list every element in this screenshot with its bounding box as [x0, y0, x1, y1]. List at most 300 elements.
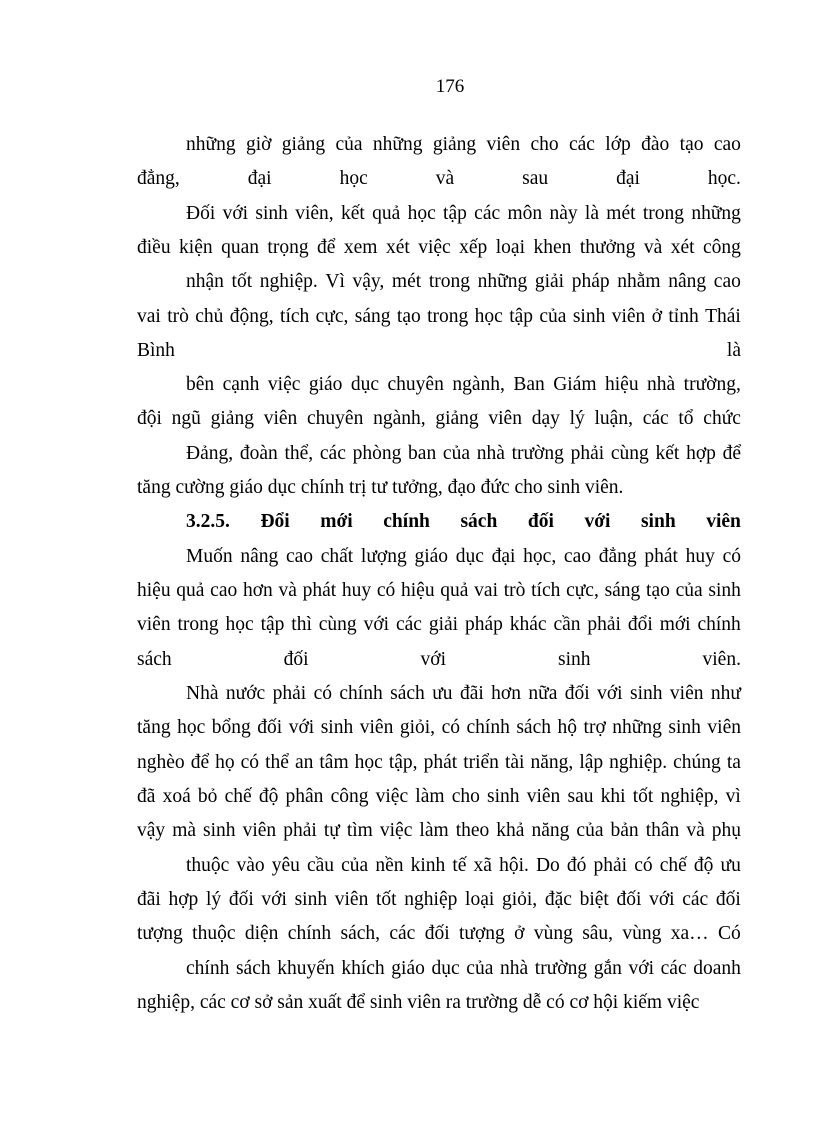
word: đãi [459, 683, 484, 704]
word: học. [707, 168, 741, 189]
word: cùng [318, 614, 357, 635]
word: của [576, 820, 604, 841]
word: sách [390, 683, 425, 704]
word: tài [504, 752, 525, 773]
word: Vì [325, 271, 345, 292]
word: trò [503, 580, 526, 601]
word: chính [466, 717, 510, 738]
word: đối [527, 511, 554, 532]
word: độ [258, 786, 279, 807]
word: đẳng [598, 546, 637, 567]
word: hội. [499, 855, 529, 876]
word: nghèo [137, 752, 185, 773]
word: chúng [673, 752, 721, 773]
word: sáng [354, 306, 391, 327]
word: tạo [396, 306, 421, 327]
word: này [549, 203, 578, 224]
word: nhà [647, 374, 676, 395]
text-line: nghiệp, các cơ sở sản xuất để sinh viên ra trường dễ có cơ hội kiếm việc [137, 992, 700, 1013]
word: động, [229, 306, 274, 327]
word: tập, [388, 752, 418, 773]
word: đó [566, 855, 587, 876]
word: cần [553, 614, 581, 635]
word: những [186, 134, 236, 155]
word: những [612, 717, 662, 738]
word: viên [486, 134, 521, 155]
word: bổng [211, 717, 251, 738]
word: để [317, 237, 336, 258]
word: phát [302, 580, 337, 601]
text-line [186, 133, 741, 157]
word: quả [440, 580, 469, 601]
word: sách [516, 717, 551, 738]
page-number: 176 [435, 76, 465, 97]
word: dục [431, 958, 460, 979]
word: chủ [195, 306, 224, 327]
word: sinh [572, 306, 606, 327]
word: các [389, 923, 416, 944]
word: mới [320, 511, 353, 532]
word: khích [341, 958, 385, 979]
word: dạy [531, 408, 560, 429]
word: học [474, 306, 503, 327]
word: lớp [605, 134, 631, 155]
word: trò [167, 306, 189, 327]
word: sau [567, 786, 594, 807]
word: các [642, 408, 669, 429]
word: cao [713, 271, 741, 292]
word: là [726, 340, 741, 361]
word: biệt [579, 889, 609, 910]
word: nâng [668, 271, 707, 292]
word: doanh [693, 958, 741, 979]
text-line [186, 202, 741, 226]
word: xếp [459, 237, 488, 258]
word: độ [693, 855, 714, 876]
word: thân [645, 820, 680, 841]
text-line [137, 305, 741, 329]
word: để [190, 752, 210, 773]
word: với [363, 614, 390, 635]
word: có [441, 717, 460, 738]
word: tạo [646, 580, 670, 601]
word: chất [320, 546, 354, 567]
word: như [710, 683, 741, 704]
word: trong [642, 203, 685, 224]
word: công [702, 237, 741, 258]
word: nữa [528, 683, 558, 704]
word: tự [323, 820, 340, 841]
word: trường [511, 443, 564, 464]
word: Đổi [260, 511, 290, 532]
word: với [628, 958, 655, 979]
word: Thái [705, 306, 741, 327]
word: gắn [593, 958, 622, 979]
word: tốt [632, 786, 654, 807]
text-line [137, 888, 741, 912]
word: Giám [553, 374, 597, 395]
word: xa… [670, 923, 709, 944]
word: đối [228, 889, 254, 910]
word: viên [242, 820, 277, 841]
word: họ [215, 752, 235, 773]
word: việc [418, 237, 451, 258]
word: trợ [583, 717, 606, 738]
word: tượng [137, 923, 183, 944]
word: pháp [464, 614, 503, 635]
text-line [186, 373, 741, 397]
word: phát [423, 752, 458, 773]
word: Đối [186, 203, 216, 224]
word: tốt [376, 889, 397, 910]
word: huy [685, 546, 715, 567]
word: và [643, 237, 663, 258]
word: Do [535, 855, 560, 876]
text-line [137, 648, 741, 672]
word: tìm [346, 820, 373, 841]
word: có [240, 752, 260, 773]
word: viên [707, 717, 741, 738]
word: đối [283, 649, 309, 670]
word: tăng [137, 717, 171, 738]
word: đẳng, [137, 168, 180, 189]
word: loại [465, 889, 495, 910]
word: hơn [242, 580, 273, 601]
word: loại [495, 237, 526, 258]
word: đại [491, 546, 516, 567]
word: Có [718, 923, 741, 944]
word: thể [265, 752, 289, 773]
word: giảng [432, 134, 477, 155]
word: hiệu [401, 580, 435, 601]
word: trọng [267, 237, 309, 258]
word: phát [644, 546, 678, 567]
word: có [376, 580, 396, 601]
word: ở [651, 306, 662, 327]
word: đối [424, 923, 450, 944]
word: làm [415, 786, 445, 807]
word: vùng [622, 923, 662, 944]
text-line [137, 236, 741, 260]
word: sinh [203, 820, 236, 841]
word: sinh [255, 203, 288, 224]
word: sau [522, 168, 549, 189]
text-line: tăng cường giáo dục chính trị tư tưởng, đạo đức cho sinh viên. [137, 477, 624, 498]
word: đã [137, 786, 156, 807]
word: chính [383, 511, 430, 532]
word: chuyên [307, 408, 364, 429]
word: hộ [557, 717, 578, 738]
word: cầu [306, 855, 335, 876]
word: bên [186, 374, 215, 395]
word: chính [186, 958, 230, 979]
word: ban [408, 443, 437, 464]
text-line [137, 407, 741, 431]
word: diện [244, 923, 279, 944]
word: với [597, 683, 623, 704]
word: lập [579, 752, 604, 773]
text-line [186, 270, 741, 294]
word: giảng [210, 408, 254, 429]
word: luận, [594, 408, 633, 429]
word: phải [570, 443, 605, 464]
word: hiệu [605, 374, 639, 395]
word: lượng [360, 546, 407, 567]
word: việc [375, 786, 409, 807]
word: giảng [435, 408, 479, 429]
word: cực, [315, 306, 349, 327]
word: cho [451, 786, 480, 807]
word: trong [427, 306, 469, 327]
word: nhận [186, 271, 224, 292]
word: việc [379, 820, 413, 841]
word: huy [341, 580, 372, 601]
word: học [339, 168, 368, 189]
word: thưởng [579, 237, 636, 258]
word: năng, [530, 752, 574, 773]
word: ta [726, 752, 741, 773]
word: cao [713, 134, 741, 155]
word: vì [725, 786, 741, 807]
word: đại [247, 168, 272, 189]
word: triển [463, 752, 499, 773]
word: học [177, 717, 206, 738]
word: đối [564, 683, 590, 704]
word: xét [670, 237, 695, 258]
word: với [584, 511, 611, 532]
word: viên. [702, 649, 741, 670]
word: khen [533, 237, 572, 258]
word: thuộc [192, 923, 236, 944]
text-line [186, 442, 741, 466]
word: kiện [179, 237, 213, 258]
word: thể, [284, 443, 314, 464]
word: dục [350, 374, 380, 395]
word: ngành, [452, 374, 505, 395]
word: sách [460, 511, 498, 532]
text-line [137, 613, 741, 637]
word: của [442, 443, 470, 464]
word: những [372, 134, 423, 155]
word: chế [659, 855, 687, 876]
word: bản [610, 820, 639, 841]
word: có [634, 855, 653, 876]
word: các [568, 134, 595, 155]
word: có [313, 683, 332, 704]
word: nhằm [617, 271, 661, 292]
word: sinh [294, 889, 328, 910]
word: viên [611, 306, 646, 327]
word: viên [706, 511, 741, 532]
word: giải [534, 271, 565, 292]
word: giờ [245, 134, 272, 155]
word: cực, [566, 580, 599, 601]
word: xét [385, 237, 410, 258]
word: của [341, 855, 369, 876]
word: tượng [458, 923, 505, 944]
section-heading [186, 510, 741, 534]
word: học, [523, 546, 557, 567]
word: viên [488, 408, 522, 429]
word: cho [530, 134, 559, 155]
word: đối [616, 889, 642, 910]
word: vậy, [352, 271, 385, 292]
word: nâng [240, 546, 279, 567]
word: điều [137, 237, 171, 258]
word: khả [496, 820, 525, 841]
word: chính [287, 923, 332, 944]
word: phải [593, 855, 628, 876]
word: chuyên [387, 374, 444, 395]
word: với [288, 717, 315, 738]
word: môn [507, 203, 543, 224]
word: năng [531, 820, 570, 841]
text-line [186, 957, 741, 981]
word: quan [221, 237, 259, 258]
word: sách [235, 958, 271, 979]
word: ngũ [171, 408, 201, 429]
word: công [330, 786, 369, 807]
word: sinh [668, 717, 701, 738]
word: sách, [340, 923, 381, 944]
word: nghiệp, [660, 786, 719, 807]
word: làm [419, 820, 449, 841]
word: tốt [231, 271, 253, 292]
text-line [137, 785, 741, 809]
word: đặc [544, 889, 572, 910]
word: khuyến [277, 958, 335, 979]
word: kết [655, 443, 680, 464]
word: vào [236, 855, 265, 876]
word: phòng [352, 443, 402, 464]
word: đối [715, 889, 741, 910]
word: mét [391, 271, 422, 292]
word: giáo [391, 958, 425, 979]
word: và [435, 168, 455, 189]
word: Nhà [186, 683, 219, 704]
word: nước [225, 683, 266, 704]
word: với [420, 649, 447, 670]
word: an [294, 752, 314, 773]
text-line [137, 922, 741, 946]
word: học [354, 752, 383, 773]
word: để [722, 443, 741, 464]
word: quả [372, 203, 401, 224]
word: lý [205, 889, 222, 910]
word: yêu [271, 855, 300, 876]
word: giỏi, [399, 717, 436, 738]
text-line [186, 682, 741, 706]
word: học [407, 203, 436, 224]
text-line [186, 545, 741, 569]
word: tích [280, 306, 310, 327]
word: sinh [320, 717, 354, 738]
word: đoàn [239, 443, 278, 464]
word: hơn [491, 683, 521, 704]
word: cao [210, 580, 238, 601]
word: sinh [708, 580, 741, 601]
word: trong [428, 271, 470, 292]
word: sáng [604, 580, 641, 601]
word: sinh [558, 649, 591, 670]
word: Bình [137, 340, 175, 361]
word: ngành, [373, 408, 426, 429]
word: bỏ [197, 786, 218, 807]
word: trong [177, 614, 219, 635]
word: của [539, 306, 567, 327]
word: với [222, 203, 249, 224]
word: đãi [137, 889, 161, 910]
word: đổi [627, 614, 653, 635]
word: các [682, 889, 709, 910]
word: các [474, 203, 501, 224]
word: cạnh [222, 374, 260, 395]
word: vai [137, 306, 161, 327]
word: đại [616, 168, 640, 189]
word: đào [641, 134, 670, 155]
word: Ban [513, 374, 545, 395]
text-line [137, 751, 741, 775]
word: giỏi, [501, 889, 538, 910]
text-line [137, 819, 741, 843]
word: cùng [610, 443, 649, 464]
word: phân [285, 786, 324, 807]
word: dục [455, 546, 484, 567]
word: tỉnh [668, 306, 699, 327]
word: hiệu [137, 580, 171, 601]
word: là [584, 203, 599, 224]
word: kinh [410, 855, 446, 876]
word: khi [600, 786, 626, 807]
word: ưu [432, 683, 453, 704]
word: viên [334, 889, 369, 910]
word: nền [375, 855, 404, 876]
word: kết [340, 203, 365, 224]
word: Đảng, [186, 443, 234, 464]
word: tạo [679, 134, 704, 155]
word: sinh [640, 511, 676, 532]
word: nghiệp. [259, 271, 318, 292]
word: của [466, 958, 494, 979]
word: nghiệp. [609, 752, 668, 773]
word: các [660, 958, 687, 979]
word: vậy [137, 820, 166, 841]
word: nhà [500, 958, 529, 979]
word: chế [224, 786, 252, 807]
word: với [649, 889, 675, 910]
word: tâm [319, 752, 349, 773]
word: sách [137, 649, 172, 670]
word: viên [263, 408, 298, 429]
word: những [691, 203, 741, 224]
word: xoá [162, 786, 191, 807]
word: trường, [683, 374, 741, 395]
word: viên, [295, 203, 334, 224]
text-line [137, 716, 741, 740]
word: mới [659, 614, 691, 635]
word: cao [285, 546, 313, 567]
word: thuộc [186, 855, 230, 876]
word: lý [569, 408, 585, 429]
word: thì [291, 614, 312, 635]
word: viên [359, 717, 394, 738]
word: ở [514, 923, 525, 944]
word: sinh [630, 683, 663, 704]
word: Muốn [186, 546, 233, 567]
word: phải [587, 614, 621, 635]
word: giáo [308, 374, 343, 395]
word: sâu, [582, 923, 614, 944]
